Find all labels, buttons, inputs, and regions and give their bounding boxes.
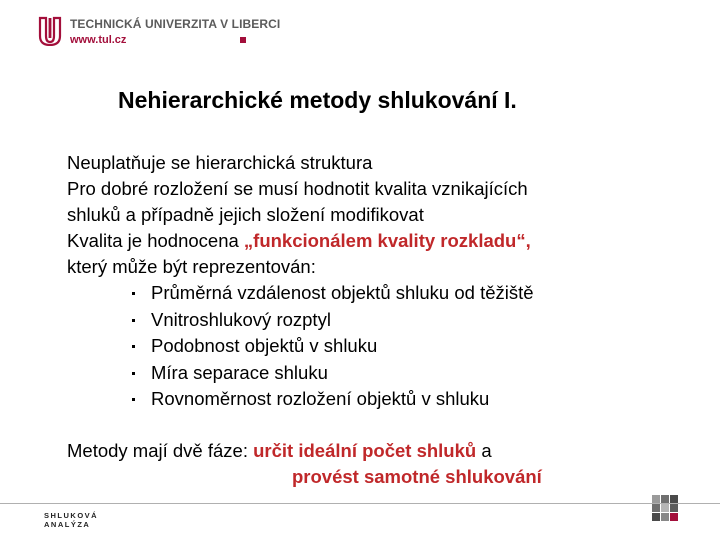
phases-line-2 [67,464,542,490]
tul-logo-icon [38,16,62,46]
quality-bullet-list [67,280,647,413]
university-name: TECHNICKÁ UNIVERZITA V LIBERCI [70,17,281,31]
bullet-icon [132,292,135,295]
body-line-1: Neuplatňuje se hierarchická struktura [67,152,373,173]
phases-line-1 [67,438,542,464]
bullet-icon [132,398,135,401]
list-item [67,360,647,387]
body-line-3: shluků a případně jejich složení modifikovat [67,204,424,225]
bullet-icon [132,319,135,322]
phases-block [67,438,542,490]
list-item [67,333,647,360]
quality-suffix: který může být reprezentován: [67,256,316,277]
bullet-icon [132,345,135,348]
phases-joiner: a [476,440,492,461]
list-item [67,280,647,307]
brand-square [240,37,246,43]
bullet-text: Podobnost objektů v shluku [151,335,378,356]
footer-label [44,511,98,529]
quality-line [67,228,647,254]
list-item [67,386,647,413]
slide-title: Nehierarchické metody shlukování I. [118,87,517,113]
bullet-text: Míra separace shluku [151,361,328,383]
phases-prefix: Metody mají dvě fáze: [67,440,254,461]
bullet-text: Rovnoměrnost rozložení objektů v shluku [151,388,490,409]
footer-divider [0,503,720,504]
bullet-text: Vnitroshlukový rozptyl [151,308,331,330]
list-item [67,307,647,334]
phase-two: provést samotné shlukování [292,466,542,487]
university-url[interactable]: www.tul.cz [70,34,127,46]
quality-highlight: „funkcionálem kvality rozkladu“, [243,230,531,251]
body-line-2: Pro dobré rozložení se musí hodnotit kvalita vznikajících [67,178,528,199]
footer-line-2: ANALÝZA [44,520,91,529]
quality-prefix: Kvalita je hodnocena [67,230,244,251]
bullet-icon [132,372,135,375]
grid-logo-icon [652,495,679,522]
phase-one: určit ideální počet shluků [253,440,477,461]
slide-body [67,150,647,413]
bullet-text: Průměrná vzdálenost objektů shluku od těžiště [151,282,534,303]
footer-line-1: SHLUKOVÁ [44,511,99,520]
